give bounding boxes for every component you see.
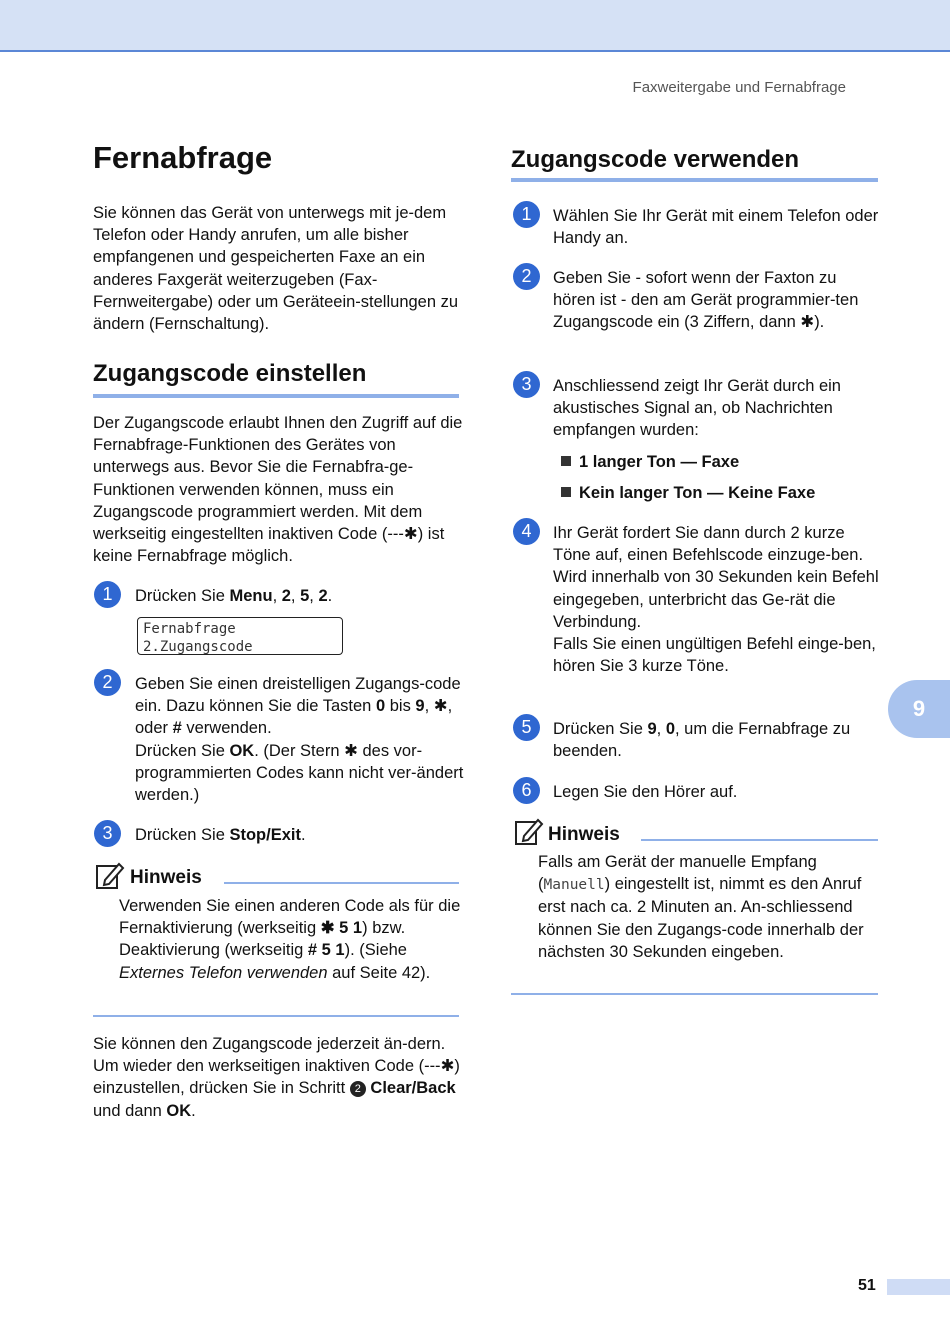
code-deactivation: # 5 1 [307,941,345,960]
bullet-text: 1 langer Ton — Faxe [579,453,740,471]
key-ok: OK [166,1101,192,1120]
section-intro [93,412,463,567]
r-step-2 [553,267,883,334]
note-text: ). (Siehe [344,941,407,960]
note-text: Verwenden Sie einen anderen Code als für die Fernaktivierung (werkseitig [119,897,461,938]
note-title: Hinweis [130,867,202,888]
section-intro-end: ) ist keine Fernabfrage möglich. [93,525,445,566]
step-text: Wird innerhalb von 30 Sekunden kein Befehl eingegeben, unterbricht das Ge-rät die Verbindung. [553,568,879,631]
bullet-1 [561,451,881,473]
intro-paragraph [93,202,463,335]
step-text: Drücken Sie [135,587,230,605]
bullet-2 [561,482,881,504]
key-hash: # [172,719,182,738]
step-text: Anschliessend zeigt Ihr Gerät durch ein akustisches Signal an, ob Nachrichten empfangen wurden: [553,377,841,440]
section-intro-text: Der Zugangscode erlaubt Ihnen den Zugriff auf die Fernabfrage-Funktionen des Gerätes von unterwegs aus. Bevor Sie die Fernabfra-ge-Funktionen verwenden können, muss ein Zugangscode programmiert werden. Mit dem werkseitig eingestellten inaktiven Code (--- [93,414,463,544]
step-number: 3 [94,820,121,847]
section-heading-verwenden: Zugangscode verwenden [511,146,800,173]
r-step-3 [553,375,883,442]
note-pencil-icon [95,860,125,890]
step-2 [135,673,465,806]
step-number: 1 [513,201,540,228]
step-text: Falls Sie einen ungültigen Befehl einge-ben, hören Sie 3 kurze Töne. [553,635,876,676]
key-clear-back: Clear/Back [370,1079,456,1098]
step-number: 3 [513,371,540,398]
bullet-square-icon [561,487,571,497]
r-step-4 [553,522,883,677]
r-step-6 [553,781,883,803]
separator: , [290,587,301,605]
outro-text: ) einzustellen, drücken Sie in Schritt [93,1057,460,1098]
step-text: verwenden. [181,719,272,738]
star-icon: ✱ [800,313,815,332]
section-heading-einstellen: Zugangscode einstellen [93,360,367,387]
key-ok: OK [229,741,255,760]
step-text: Ihr Gerät fordert Sie dann durch 2 kurze Töne auf, einen Befehlscode einzuge-ben. [553,524,864,565]
code-activation: 5 1 [334,919,363,938]
step-text: ). [814,313,825,332]
note-line [224,882,459,884]
step-text: Wählen Sie Ihr Gerät mit einem Telefon oder Handy an. [553,207,879,248]
star-icon: ✱ [403,525,418,544]
step-1 [135,585,465,607]
outro-text: und dann [93,1101,167,1120]
section-rule [93,394,459,398]
key-2: 2 [281,587,291,605]
key-9: 9 [415,697,425,716]
note-end-line [93,1015,459,1017]
key-menu: Menu [229,587,273,605]
outro-text: Sie können den Zugangscode jederzeit än-dern. Um wieder den werkseitigen inaktiven Code (--- [93,1035,446,1076]
bullet-text: Kein langer Ton — Keine Faxe [579,484,816,502]
page-number: 51 [858,1277,876,1294]
step-text: Legen Sie den Hörer auf. [553,783,738,801]
page-number-bar [887,1279,950,1295]
bullet-square-icon [561,456,571,466]
step-number: 1 [94,581,121,608]
step-text: Drücken Sie [135,826,230,844]
note-body [119,895,464,984]
separator: , [309,587,319,605]
step-number: 4 [513,518,540,545]
intro-text: Sie können das Gerät von unterwegs mit je-dem Telefon oder Handy anrufen, um alle bisher empfangenen und gespeicherten Faxe an ein anderes Faxgerät weiterzugeben (Fax-Fernweitergabe) oder um Geräteein-stellungen zu ändern (Fernschaltung). [93,204,459,334]
r-step-1 [553,205,883,249]
step-text: Drücken Sie [135,741,230,760]
step-text: , um die Fernabfrage zu beenden. [553,720,851,761]
note-end-line [511,993,878,995]
step-number: 2 [94,669,121,696]
step-3 [135,824,465,846]
r-step-5 [553,718,883,762]
note-title: Hinweis [548,824,620,845]
outro-paragraph [93,1033,463,1122]
key-stop-exit: Stop/Exit [229,826,301,844]
period: . [191,1101,196,1120]
star-icon: ✱ [440,1057,455,1076]
key-5: 5 [300,587,310,605]
note-text: ) bzw. Deaktivierung (werkseitig [119,919,406,960]
note-text: Falls am Gerät der manuelle Empfang ( [538,853,817,894]
step-number: 5 [513,714,540,741]
separator: , [656,720,666,738]
running-head: Faxweitergabe und Fernabfrage [632,79,846,96]
period: . [300,826,306,844]
star-icon: ✱ [320,919,335,938]
note-text: auf Seite 42). [327,963,431,982]
top-banner [0,0,950,52]
step-number: 2 [513,263,540,290]
star-icon: ✱ [344,741,358,760]
cross-reference: Externes Telefon verwenden [119,963,328,982]
note-text: ) eingestellt ist, nimmt es den Anruf erst nach ca. 2 Minuten an. An-schliessend können Sie den Zugangs-code innerhalb der nächsten 30 Sekunden eingeben. [538,875,864,961]
key-0: 0 [375,697,386,716]
page-title: Fernabfrage [93,140,273,175]
step-text: , [424,697,434,716]
step-text: bis [385,697,416,716]
note-body [538,851,878,963]
period: . [327,587,333,605]
lcd-line-2: 2.Zugangscode [143,639,253,655]
step-text: Geben Sie - sofort wenn der Faxton zu hören ist - den am Gerät programmier-ten Zugangscode ein (3 Ziffern, dann [553,269,859,332]
key-9: 9 [647,720,657,738]
step-text: Drücken Sie [553,720,648,738]
separator: , [272,587,282,605]
section-rule [511,178,878,182]
step-text: des vor-programmierten Codes kann nicht ver-ändert werden.) [135,741,464,805]
note-line [641,839,878,841]
step-number: 6 [513,777,540,804]
lcd-display [137,617,343,655]
chapter-tab: 9 [888,680,950,738]
step-text: . (Der Stern [254,741,345,760]
note-pencil-icon [514,816,544,846]
lcd-mode-text: Manuell [543,877,605,894]
star-icon: ✱ [433,697,448,716]
lcd-line-1: Fernabfrage [143,621,236,637]
step-text: , oder [135,697,453,738]
key-2b: 2 [318,587,328,605]
step-ref-badge: 2 [350,1081,366,1097]
step-text: Geben Sie einen dreistelligen Zugangs-code ein. Dazu können Sie die Tasten [135,675,461,716]
key-0: 0 [665,720,676,738]
